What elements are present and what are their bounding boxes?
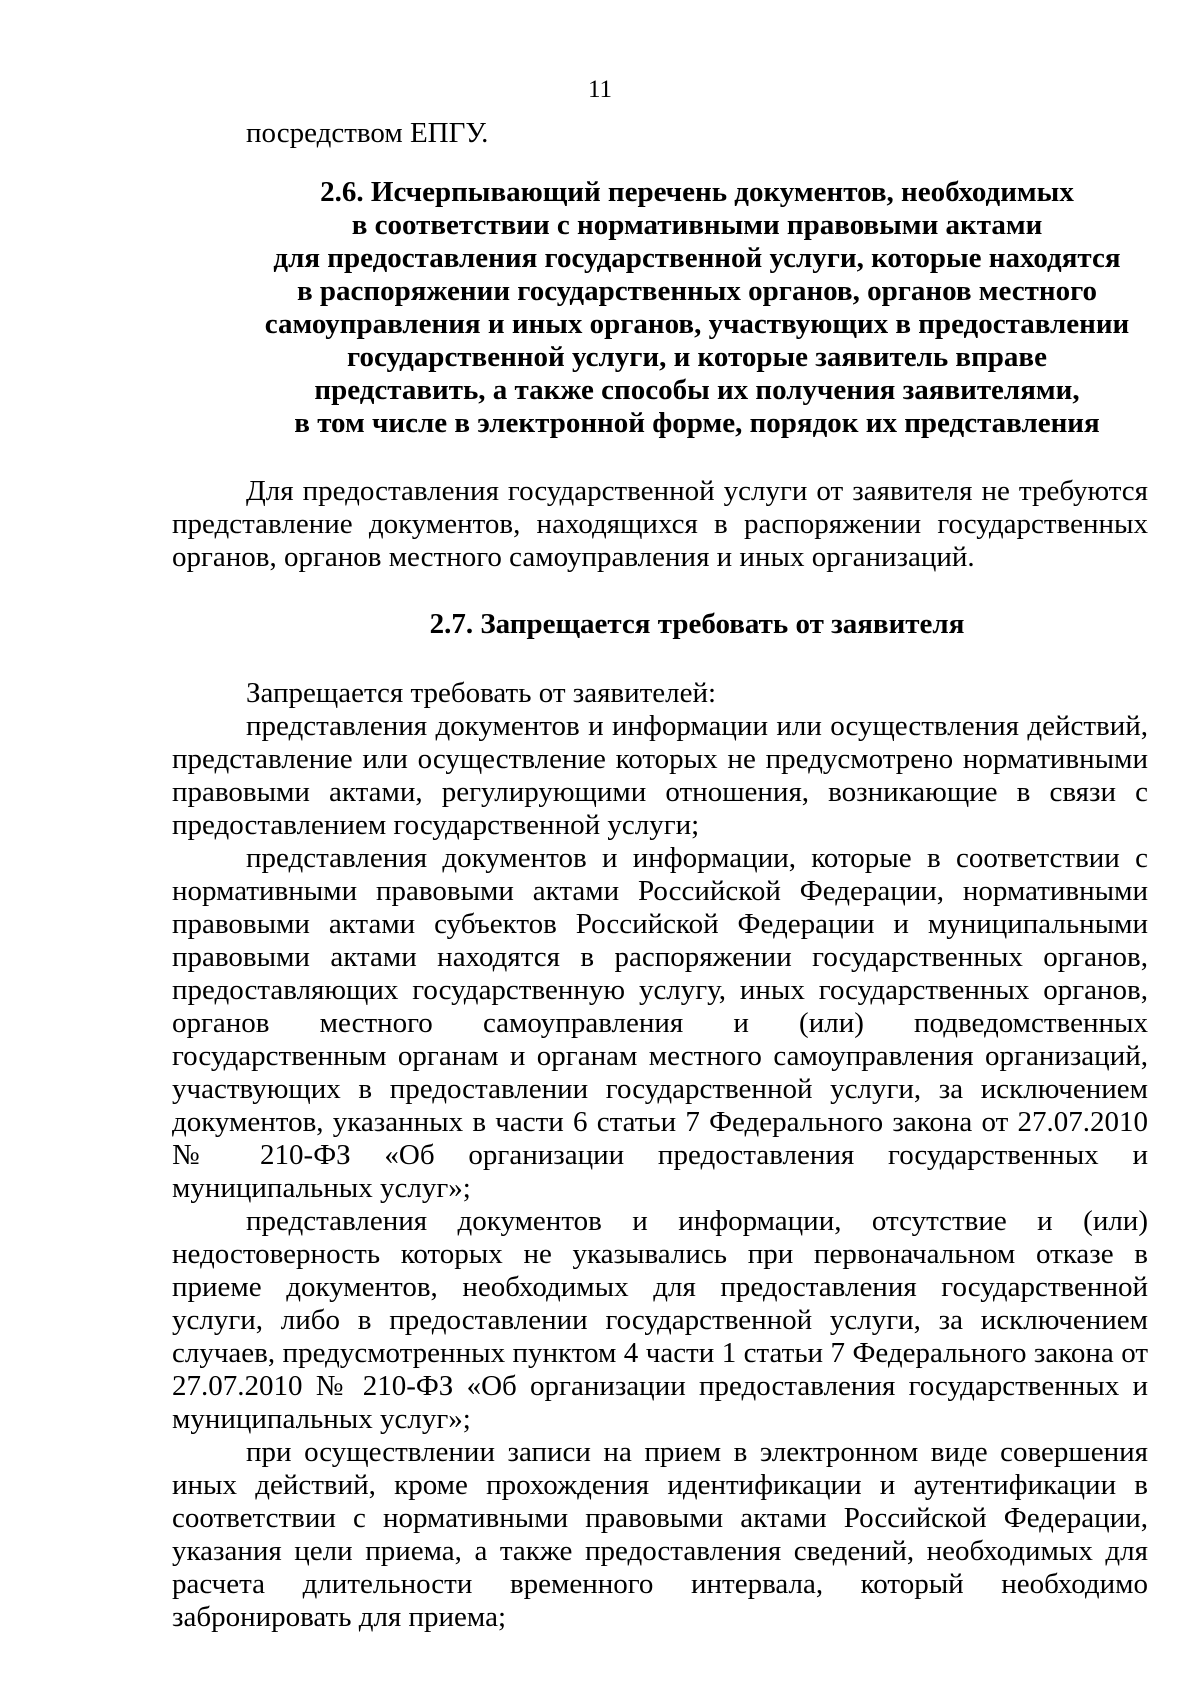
heading-line: в соответствии с нормативными правовыми актами	[351, 209, 1043, 241]
section-2-7-intro: Запрещается требовать от заявителей:	[246, 677, 717, 709]
page-number: 11	[587, 76, 613, 103]
section-2-6-heading	[172, 176, 1148, 440]
document-body	[172, 117, 1148, 1634]
heading-line: в том числе в электронной форме, порядок их представления	[294, 407, 1100, 439]
lead-line: посредством ЕПГУ.	[246, 117, 489, 149]
list-item: представления документов и информации или осуществления действий, представление или осуществление которых не предусмотрено нормативными правовыми актами, регулирующими отношения, возникающие в связи с предоставлением государственной услуги;	[172, 710, 1148, 841]
section-2-7-heading: 2.7. Запрещается требовать от заявителя	[429, 608, 965, 640]
section-2-6-paragraph: Для предоставления государственной услуги от заявителя не требуются представление документов, находящихся в распоряжении государственных органов, органов местного самоуправления и иных организаций.	[172, 475, 1148, 573]
heading-line: 2.6. Исчерпывающий перечень документов, необходимых	[320, 176, 1074, 208]
heading-line: в распоряжении государственных органов, органов местного	[296, 275, 1098, 307]
heading-line: государственной услуги, и которые заявитель вправе	[347, 341, 1047, 373]
heading-line: представить, а также способы их получения заявителями,	[314, 374, 1080, 406]
heading-line: для предоставления государственной услуги, которые находятся	[273, 242, 1121, 274]
list-item: представления документов и информации, отсутствие и (или) недостоверность которых не указывались при первоначальном отказе в приеме документов, необходимых для предоставления государственной услуги, либо в предоставлении государственной услуги, за исключением случаев, предусмотренных пунктом 4 части 1 статьи 7 Федерального закона от 27.07.2010 № 210-ФЗ «Об организации предоставления государственных и муниципальных услуг»;	[172, 1205, 1148, 1435]
list-item: при осуществлении записи на прием в электронном виде совершения иных действий, кроме прохождения идентификации и аутентификации в соответствии с нормативными правовыми актами Российской Федерации, указания цели приема, а также предоставления сведений, необходимых для расчета длительности временного интервала, который необходимо забронировать для приема;	[172, 1436, 1148, 1633]
heading-line: самоуправления и иных органов, участвующих в предоставлении	[264, 308, 1130, 340]
list-item: представления документов и информации, которые в соответствии с нормативными правовыми актами Российской Федерации, нормативными правовыми актами субъектов Российской Федерации и муниципальными правовыми актами находятся в распоряжении государственных органов, предоставляющих государственную услугу, иных государственных органов, органов местного самоуправления и (или) подведомственных государственным органам и органам местного самоуправления организаций, участвующих в предоставлении государственной услуги, за исключением документов, указанных в части 6 статьи 7 Федерального закона от 27.07.2010 № 210-ФЗ «Об организации предоставления государственных и муниципальных услуг»;	[172, 842, 1148, 1204]
